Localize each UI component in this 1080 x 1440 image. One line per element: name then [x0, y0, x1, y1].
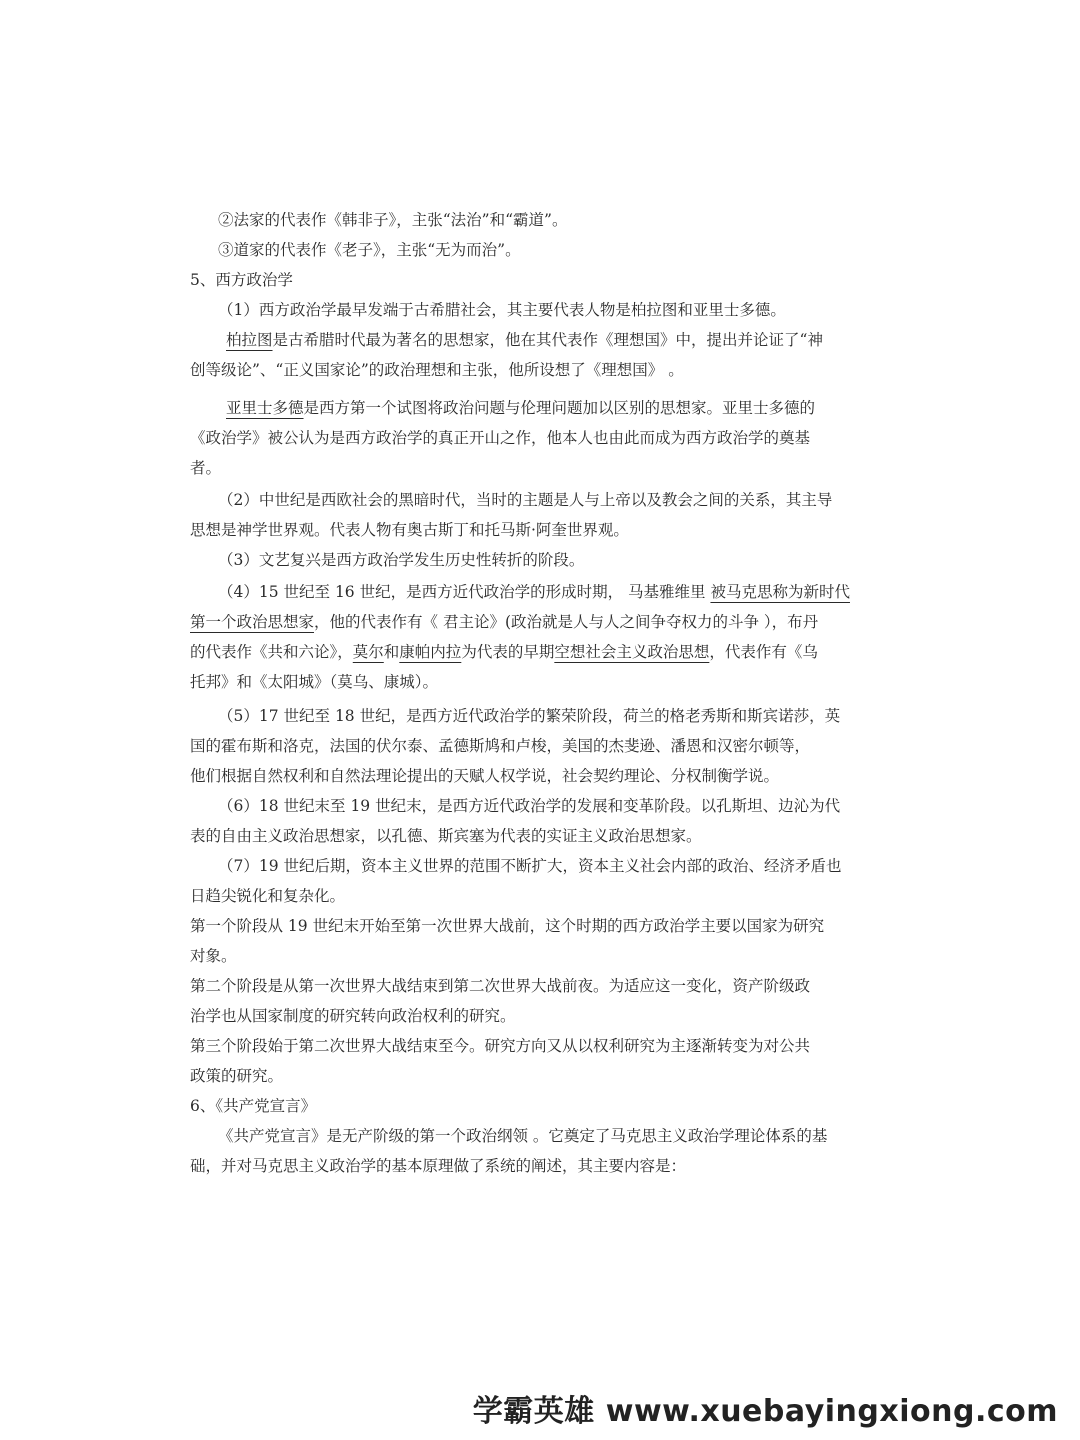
underlined-term: 亚里士多德	[226, 399, 304, 417]
text-span: ，代表作有《乌	[709, 643, 818, 661]
text-line: 日趋尖锐化和复杂化。	[190, 887, 346, 905]
text-line: ②法家的代表作《韩非子》，主张“法治”和“霸道”。	[218, 211, 568, 229]
text-line: （5）17 世纪至 18 世纪，是西方近代政治学的繁荣阶段，荷兰的格老秀斯和斯宾诺莎，英	[218, 707, 841, 725]
text-line: 对象。	[190, 947, 237, 965]
text-line	[190, 393, 890, 423]
text-line: （1）西方政治学最早发端于古希腊社会，其主要代表人物是柏拉图和亚里士多德。	[218, 301, 786, 319]
site-watermark: 学霸英雄 www.xuebayingxiong.com	[472, 1394, 1058, 1429]
text-line	[190, 607, 890, 637]
document-body	[190, 205, 890, 1181]
text-line: 思想是神学世界观。代表人物有奥古斯丁和托马斯·阿奎世界观。	[190, 521, 629, 539]
underlined-term: 空想社会主义政治思想	[554, 643, 710, 661]
text-span: （4）15 世纪至 16 世纪，是西方近代政治学的形成时期， 马基雅维里	[218, 583, 711, 601]
text-line: 第二个阶段是从第一次世界大战结束到第二次世界大战前夜。为适应这一变化，资产阶级政	[190, 977, 811, 995]
text-span: 和	[383, 643, 400, 661]
text-line	[190, 637, 890, 667]
text-line	[190, 325, 890, 355]
underlined-term: 被马克思称为新时代	[710, 583, 850, 601]
text-line: 创等级论”、“正义国家论”的政治理想和主张，他所设想了《理想国》 。	[190, 361, 684, 379]
section-heading: 6、《共产党宣言》	[190, 1097, 317, 1115]
text-span: ，他的代表作有《 君主论》(政治就是人与人之间争夺权力的斗争 ），布丹	[314, 613, 819, 631]
underlined-term: 康帕内拉	[399, 643, 462, 661]
text-line: （3）文艺复兴是西方政治学发生历史性转折的阶段。	[218, 551, 585, 569]
text-line: 表的自由主义政治思想家，以孔德、斯宾塞为代表的实证主义政治思想家。	[190, 827, 702, 845]
text-line: （2）中世纪是西欧社会的黑暗时代，当时的主题是人与上帝以及教会之间的关系，其主导	[218, 491, 833, 509]
text-line: 政策的研究。	[190, 1067, 284, 1085]
text-line: 础，并对马克思主义政治学的基本原理做了系统的阐述，其主要内容是：	[190, 1157, 687, 1175]
underlined-term: 柏拉图	[226, 331, 273, 349]
text-line: 治学也从国家制度的研究转向政治权利的研究。	[190, 1007, 516, 1025]
text-line: （6）18 世纪末至 19 世纪末，是西方近代政治学的发展和变革阶段。以孔斯坦、边沁为代	[218, 797, 841, 815]
text-span: 是古希腊时代最为著名的思想家，他在其代表作《理想国》中，提出并论证了“神	[272, 331, 823, 349]
underlined-term: 莫尔	[352, 643, 384, 661]
text-line: ③道家的代表作《老子》，主张“无为而治”。	[218, 241, 521, 259]
text-span: 的代表作《共和六论》，	[190, 643, 353, 661]
text-line: 《政治学》被公认为是西方政治学的真正开山之作，他本人也由此而成为西方政治学的奠基	[190, 429, 811, 447]
text-span: 为代表的早期	[461, 643, 555, 661]
section-heading: 5、西方政治学	[190, 271, 293, 289]
text-line	[190, 577, 890, 607]
text-line: 托邦》和《太阳城》（莫乌、康城）。	[190, 673, 439, 691]
text-line: 国的霍布斯和洛克，法国的伏尔泰、孟德斯鸠和卢梭，美国的杰斐逊、潘恩和汉密尔顿等，	[190, 737, 811, 755]
text-line: 他们根据自然权利和自然法理论提出的天赋人权学说，社会契约理论、分权制衡学说。	[190, 767, 780, 785]
text-span: 是西方第一个试图将政治问题与伦理问题加以区别的思想家。亚里士多德的	[303, 399, 816, 417]
text-line: 者。	[190, 459, 222, 477]
text-line: 第三个阶段始于第二次世界大战结束至今。研究方向又从以权利研究为主逐渐转变为对公共	[190, 1037, 811, 1055]
text-line: 《共产党宣言》是无产阶级的第一个政治纲领 。它奠定了马克思主义政治学理论体系的基	[218, 1127, 828, 1145]
text-line: 第一个阶段从 19 世纪末开始至第一次世界大战前，这个时期的西方政治学主要以国家为研究	[190, 917, 825, 935]
underlined-term: 第一个政治思想家	[190, 613, 315, 631]
text-line: （7）19 世纪后期，资本主义世界的范围不断扩大，资本主义社会内部的政治、经济矛盾也	[218, 857, 842, 875]
